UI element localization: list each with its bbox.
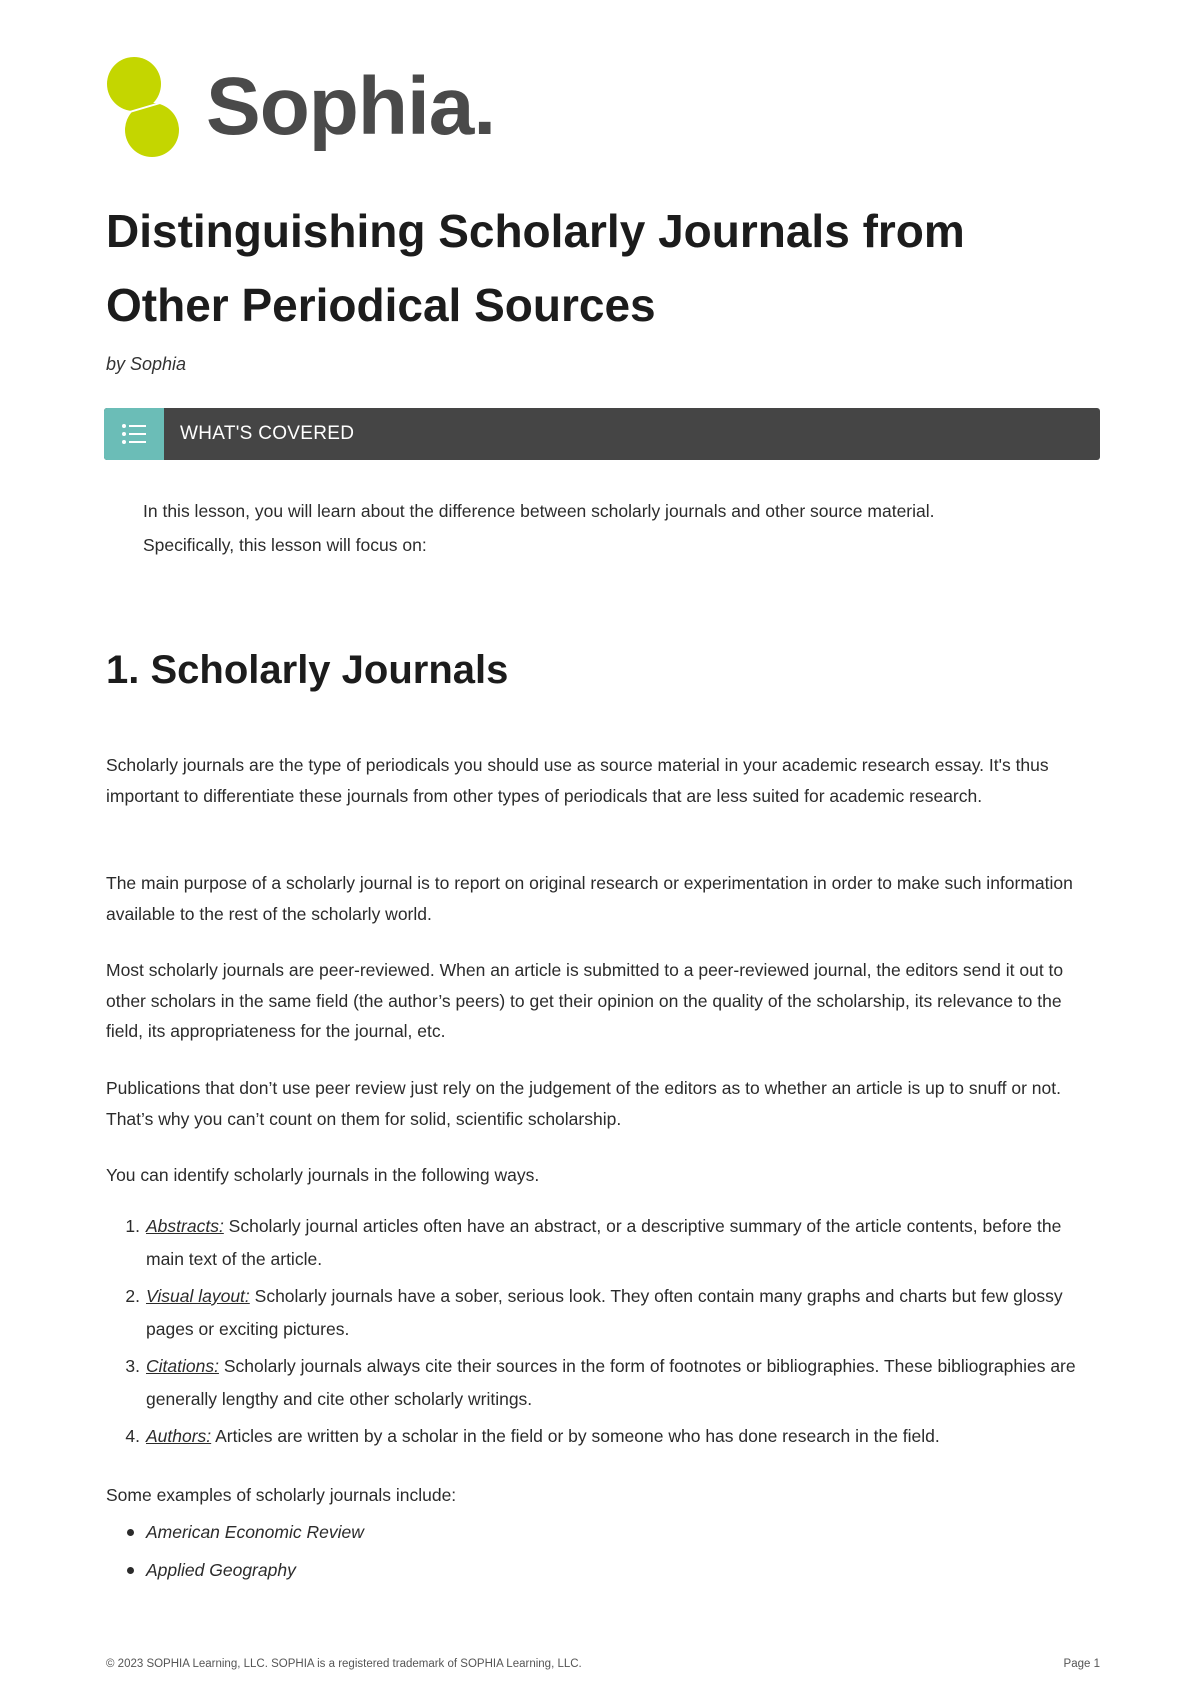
paragraph-purpose: The main purpose of a scholarly journal is to report on original research or experimentation in order to make such information available to the rest of the scholarly world.: [106, 873, 1073, 924]
list-item-body: [146, 1350, 1096, 1416]
section-heading: 1. Scholarly Journals: [106, 648, 509, 692]
list-icon: [121, 423, 147, 445]
sophia-s-icon: [104, 54, 182, 160]
whats-covered-label: WHAT'S COVERED: [180, 423, 355, 444]
examples-intro: Some examples of scholarly journals include:: [106, 1485, 457, 1505]
logo-wordmark: [206, 61, 496, 152]
list-item-body: [146, 1280, 1096, 1346]
sophia-logo: [104, 52, 495, 162]
list-item-number: 3.: [125, 1356, 140, 1376]
list-item: [106, 1420, 1096, 1453]
footer-copyright: © 2023 SOPHIA Learning, LLC. SOPHIA is a registered trademark of SOPHIA Learning, LLC.: [106, 1658, 582, 1670]
paragraph-peer-review: Most scholarly journals are peer-reviewed. When an article is submitted to a peer-reviewed journal, the editors send it out to other scholars in the same field (the author’s peers) to get their opinion on the quality of the scholarship, its relevance to the field, its appropriateness for the journal, etc.: [106, 960, 1064, 1041]
whats-covered-icon-box: [104, 408, 164, 460]
list-item-term: Abstracts:: [146, 1216, 224, 1236]
list-item-text: Scholarly journal articles often have an abstract, or a descriptive summary of the article contents, before the main text of the article.: [146, 1216, 1062, 1269]
list-item-body: [146, 1210, 1096, 1276]
list-item: [106, 1210, 1096, 1276]
bullet-icon: [127, 1529, 134, 1536]
list-item: [106, 1350, 1096, 1416]
list-item-number: 4.: [125, 1426, 140, 1446]
logo-wordmark-text: Sophia: [206, 61, 474, 152]
example-journal: Applied Geography: [146, 1560, 296, 1580]
paragraph-no-peer-review: Publications that don’t use peer review just rely on the judgement of the editors as to whether an article is up to snuff or not. That’s why you can’t count on them for solid, scientific scholarship.: [106, 1078, 1061, 1129]
list-item-term: Citations:: [146, 1356, 219, 1376]
examples-list: [106, 1513, 364, 1589]
list-item-term: Visual layout:: [146, 1286, 250, 1306]
list-item-text: Articles are written by a scholar in the field or by someone who has done research in the field.: [211, 1426, 940, 1446]
list-item-number: 1.: [125, 1216, 140, 1236]
byline: by Sophia: [106, 354, 187, 374]
logo-dot: .: [473, 61, 496, 152]
list-item-number: 2.: [125, 1286, 140, 1306]
paragraph-intro: Scholarly journals are the type of periodicals you should use as source material in your academic research essay. It's thus important to differentiate these journals from other types of periodicals that are less suited for academic research.: [106, 755, 1049, 806]
list-item-term: Authors:: [146, 1426, 212, 1446]
whats-covered-banner: [104, 408, 1100, 460]
footer-page-number: Page 1: [1063, 1658, 1100, 1670]
paragraph-identify: You can identify scholarly journals in the following ways.: [106, 1165, 540, 1185]
identification-list: [106, 1210, 1096, 1457]
list-item-body: [146, 1420, 1096, 1453]
list-item: [106, 1551, 364, 1589]
list-item: [106, 1280, 1096, 1346]
example-journal: American Economic Review: [146, 1522, 364, 1542]
page-title: Distinguishing Scholarly Journals from Other Periodical Sources: [106, 205, 965, 331]
bullet-icon: [127, 1567, 134, 1574]
list-item-text: Scholarly journals have a sober, serious look. They often contain many graphs and charts but few glossy pages or exciting pictures.: [146, 1286, 1063, 1339]
list-item-text: Scholarly journals always cite their sources in the form of footnotes or bibliographies. These bibliographies are generally lengthy and cite other scholarly writings.: [146, 1356, 1076, 1409]
whats-covered-text: In this lesson, you will learn about the difference between scholarly journals and other source material. Specifically, this lesson will focus on:: [143, 501, 935, 555]
list-item: [106, 1513, 364, 1551]
